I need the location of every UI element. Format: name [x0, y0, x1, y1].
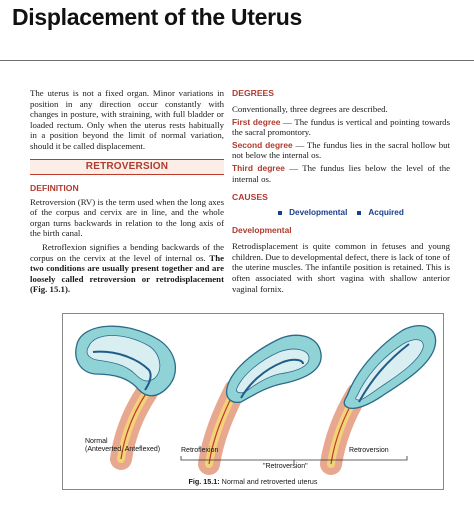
definition-paragraph-2-bold: The two conditions are usually present together and are loosely called retroversion or retrodisplacement (Fig. 15.1). — [30, 252, 224, 295]
cause-item — [278, 208, 347, 217]
developmental-heading: Developmental — [232, 225, 292, 236]
degree-first-text: — The fundus is vertical and pointing towards the sacral promontory. — [232, 116, 450, 138]
degree-first — [232, 117, 450, 138]
definition-paragraph-2-text: Retroflexion signifies a bending backwards of the corpus on the cervix at the level of internal os. — [30, 241, 224, 263]
uterus-retroversion-diagram — [331, 326, 436, 464]
cause-label: Acquired — [368, 208, 404, 218]
degree-second-text: — The fundus lies in the sacral hollow but not below the internal os. — [232, 139, 451, 161]
degree-third-label: Third degree — [232, 162, 285, 173]
degrees-intro: Conventionally, three degrees are described. — [232, 104, 388, 114]
figure-panel — [62, 313, 444, 490]
uterus-retroflexion-diagram — [209, 335, 321, 464]
section-band — [30, 159, 224, 175]
left-column — [30, 88, 224, 295]
label-group-retroversion: "Retroversion" — [263, 463, 308, 470]
caption-text: Normal and retroverted uterus — [219, 477, 318, 486]
page-title: Displacement of the Uterus — [12, 4, 302, 30]
degrees-heading: DEGREES — [232, 88, 275, 98]
intro-paragraph: The uterus is not a fixed organ. Minor variations in position in any direction occur constantly with changes in posture, with straining, with full bladder or loaded rectum. Only when the uterus rests habitually in a position beyond the limit of normal variation, should it be called displacement. — [30, 88, 224, 151]
developmental-paragraph: Retrodisplacement is quite common in fetuses and young children. Due to developmental defect, there is lack of tone of the uterine muscles. The infantile position is retained. This is often associated with short vagina with shallow anterior vaginal fornix. — [232, 241, 450, 294]
degree-first-label: First degree — [232, 116, 281, 127]
causes-heading: CAUSES — [232, 192, 268, 203]
section-band-label: RETROVERSION — [85, 161, 169, 173]
title-divider — [0, 60, 474, 61]
caption-number: Fig. 15.1: — [188, 477, 220, 486]
label-normal-sub: (Anteverted, Anteflexed) — [85, 446, 161, 453]
figure-caption — [63, 477, 443, 486]
definition-heading: DEFINITION — [30, 182, 79, 193]
bullet-icon — [357, 211, 361, 215]
bullet-icon — [278, 211, 282, 215]
cause-item — [357, 208, 404, 217]
cause-label: Developmental — [289, 208, 348, 218]
label-normal: Normal — [85, 438, 108, 445]
label-retroversion: Retroversion — [349, 447, 389, 454]
definition-paragraph-2 — [30, 242, 224, 295]
right-column — [232, 88, 450, 294]
degree-second-label: Second degree — [232, 139, 293, 150]
degree-third — [232, 163, 450, 184]
causes-list — [232, 208, 450, 217]
degree-second — [232, 140, 450, 161]
label-retroflexion: Retroflexion — [181, 447, 219, 454]
definition-paragraph-1: Retroversion (RV) is the term used when the long axes of the corpus and cervix are in line, and the whole organ turns backwards in relation to the long axis of the birth canal. — [30, 196, 224, 239]
degree-third-text: — The fundus lies below the level of the internal os. — [232, 162, 450, 184]
